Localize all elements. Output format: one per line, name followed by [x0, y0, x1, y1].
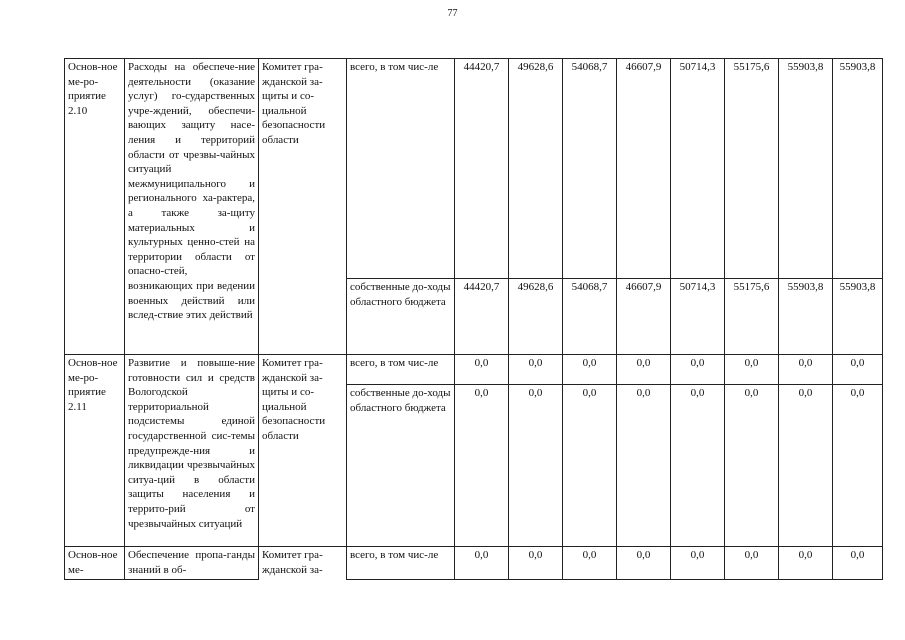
value-cell: 46607,9: [617, 59, 671, 279]
table-row: [65, 355, 883, 385]
measure-name-cell: Развитие и повыше-ние готовности сил и средств Вологодской территориальной подсистемы единой государственной сис-темы предупрежде-ния и ликвидации чрезвычайных ситуа-ций в области защиты населения и террито-рий от чрезвычайных ситуаций: [125, 355, 259, 547]
value-cell: 0,0: [833, 547, 883, 580]
value-cell: 50714,3: [671, 59, 725, 279]
table-row: [65, 547, 883, 580]
value-cell: 0,0: [455, 385, 509, 547]
measure-cell: Основ-ное ме-: [65, 547, 125, 580]
executor-cell: Комитет гра-жданской за-щиты и со-циальной безопасности области: [259, 355, 347, 547]
source-cell: собственные до-ходы областного бюджета: [347, 279, 455, 355]
value-cell: 0,0: [617, 385, 671, 547]
value-cell: 0,0: [671, 355, 725, 385]
value-cell: 0,0: [563, 547, 617, 580]
value-cell: 55903,8: [833, 279, 883, 355]
value-cell: 0,0: [779, 547, 833, 580]
budget-table: [64, 58, 883, 580]
value-cell: 49628,6: [509, 59, 563, 279]
value-cell: 0,0: [779, 385, 833, 547]
value-cell: 55903,8: [833, 59, 883, 279]
value-cell: 0,0: [455, 355, 509, 385]
executor-cell: Комитет гра-жданской за-щиты и со-циальной безопасности области: [259, 59, 347, 355]
source-cell: всего, в том чис-ле: [347, 547, 455, 580]
source-cell: всего, в том чис-ле: [347, 59, 455, 279]
value-cell: 0,0: [509, 385, 563, 547]
source-cell: всего, в том чис-ле: [347, 355, 455, 385]
value-cell: 46607,9: [617, 279, 671, 355]
value-cell: 0,0: [563, 355, 617, 385]
measure-name-cell: Расходы на обеспече-ние деятельности (оказание услуг) го-сударственных учре-ждений, обеспечи-вающих защиту насе-ления и территорий области от чрезвы-чайных ситуаций межмуниципального и регионального ха-рактера, а также за-щиту материальных и культурных ценно-стей на территории области от опасно-стей, возникающих при ведении военных действий или вслед-ствие этих действий: [125, 59, 259, 355]
value-cell: 55903,8: [779, 279, 833, 355]
value-cell: 44420,7: [455, 279, 509, 355]
value-cell: 0,0: [833, 385, 883, 547]
value-cell: 49628,6: [509, 279, 563, 355]
value-cell: 0,0: [617, 355, 671, 385]
value-cell: 0,0: [455, 547, 509, 580]
value-cell: 55175,6: [725, 279, 779, 355]
value-cell: 0,0: [725, 355, 779, 385]
value-cell: 0,0: [617, 547, 671, 580]
value-cell: 0,0: [725, 547, 779, 580]
value-cell: 44420,7: [455, 59, 509, 279]
measure-name-cell: Обеспечение пропа-ганды знаний в об-: [125, 547, 259, 580]
value-cell: 0,0: [563, 385, 617, 547]
value-cell: 0,0: [833, 355, 883, 385]
table-row: [65, 59, 883, 279]
value-cell: 0,0: [509, 547, 563, 580]
page-number: 77: [447, 8, 458, 19]
value-cell: 50714,3: [671, 279, 725, 355]
value-cell: 0,0: [671, 385, 725, 547]
value-cell: 0,0: [779, 355, 833, 385]
value-cell: 55175,6: [725, 59, 779, 279]
value-cell: 0,0: [509, 355, 563, 385]
executor-cell: Комитет гра-жданской за-: [259, 547, 347, 580]
value-cell: 0,0: [671, 547, 725, 580]
value-cell: 54068,7: [563, 59, 617, 279]
value-cell: 0,0: [725, 385, 779, 547]
source-cell: собственные до-ходы областного бюджета: [347, 385, 455, 547]
measure-cell: Основ-ное ме-ро-приятие 2.11: [65, 355, 125, 547]
value-cell: 54068,7: [563, 279, 617, 355]
measure-cell: Основ-ное ме-ро-приятие 2.10: [65, 59, 125, 355]
value-cell: 55903,8: [779, 59, 833, 279]
